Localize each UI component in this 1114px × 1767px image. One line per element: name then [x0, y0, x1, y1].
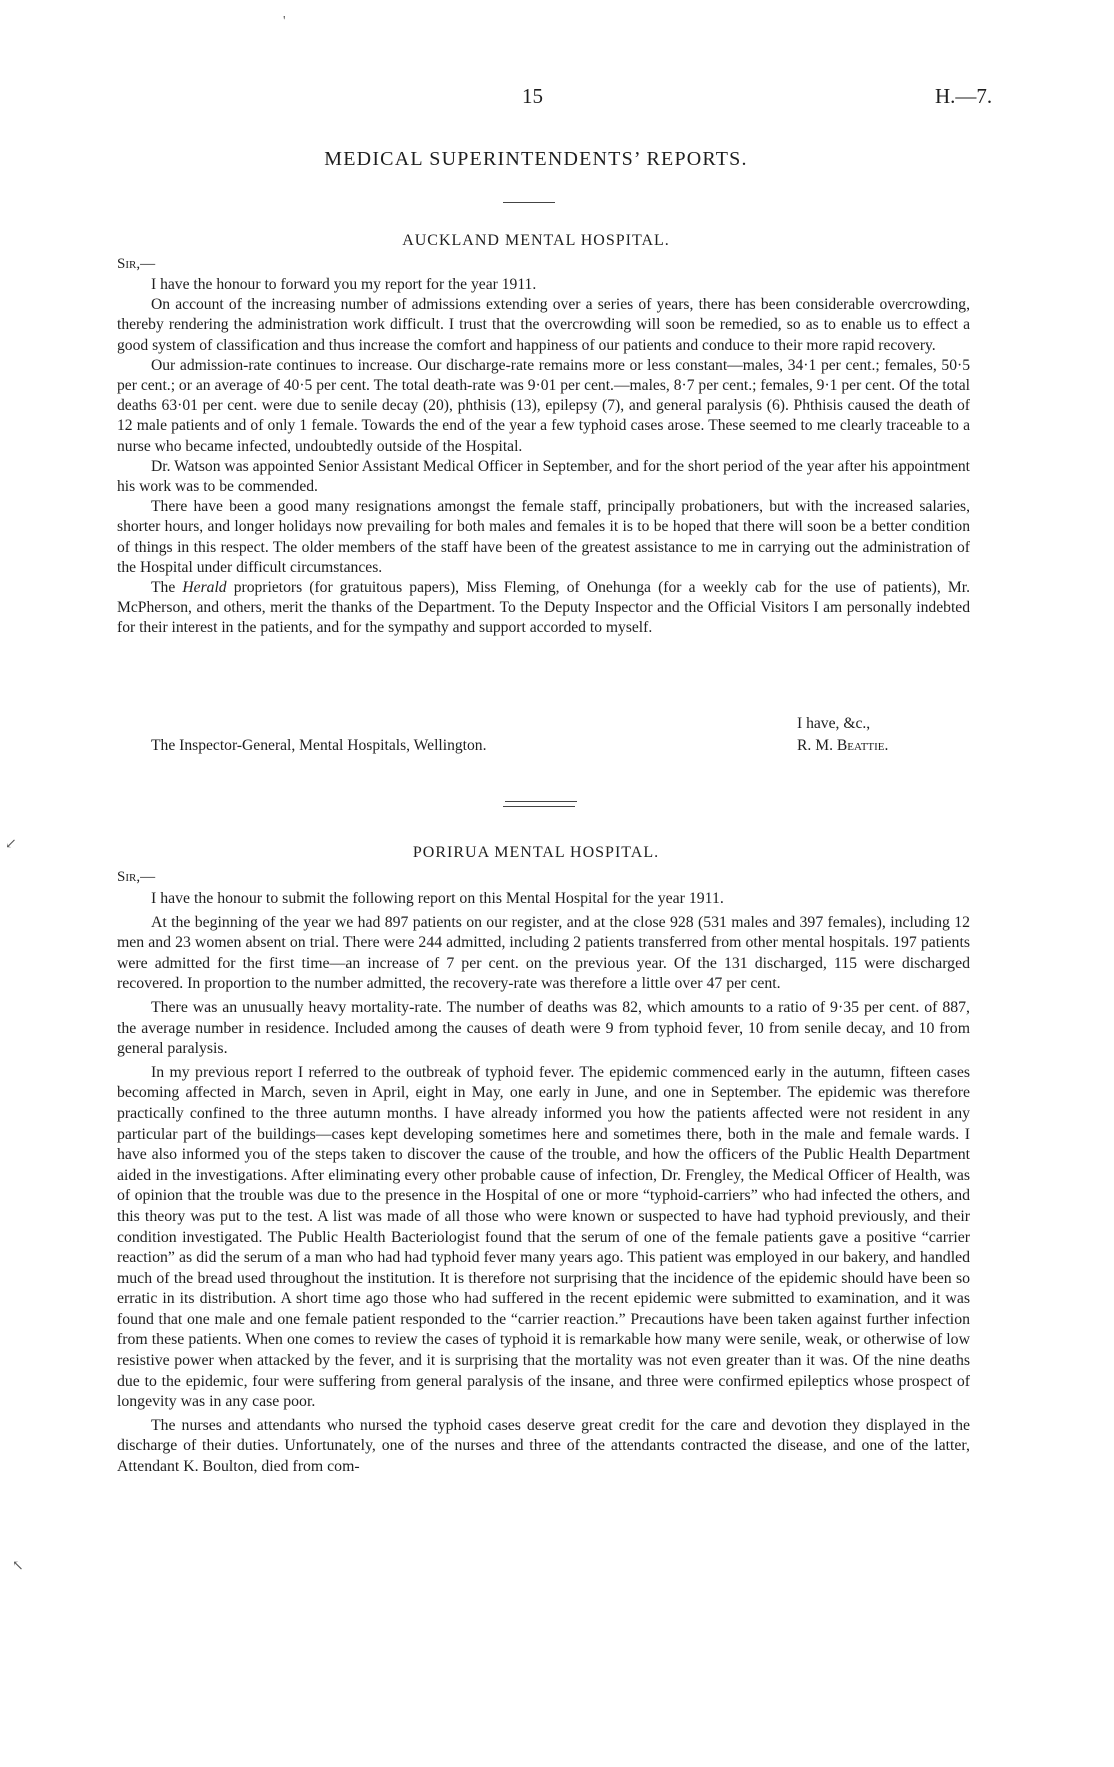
section-divider [503, 806, 575, 807]
porirua-paragraph: The nurses and attendants who nursed the typhoid cases deserve great credit for the care and devotion they displayed in the discharge of their duties. Unfortunately, one of the nurses and three of the attendants contracted the disease, and one of the latter, Attendant K. Boulton, died from com- [117, 1416, 970, 1476]
porirua-heading: PORIRUA MENTAL HOSPITAL. [412, 844, 660, 861]
auckland-report-body [117, 275, 970, 639]
auckland-paragraph: On account of the increasing number of admissions extending over a series of years, there has been considerable overcrowding, thereby rendering the administration work difficult. I trust that the overcrowding will soon be remedied, so as to enable us to effect a good system of classification and thus increase the comfort and happiness of our patients and conduce to their more rapid recovery. [117, 296, 970, 354]
addressee: The Inspector-General, Mental Hospitals, Wellington. [151, 737, 487, 754]
auckland-paragraph-last [117, 578, 970, 639]
scan-speck: ↙ [5, 837, 17, 852]
herald-italic: Herald [182, 579, 227, 597]
porirua-paragraph: I have the honour to submit the following report on this Mental Hospital for the year 1911. [151, 890, 724, 907]
auckland-paragraph: Dr. Watson was appointed Senior Assistant Medical Officer in September, and for the short period of the year after his appointment his work was to be commended. [117, 457, 970, 496]
porirua-salutation: Sir,— [117, 869, 156, 885]
scan-speck: ↖ [12, 1559, 24, 1574]
page-title: MEDICAL SUPERINTENDENTS’ REPORTS. [324, 148, 748, 170]
porirua-paragraph: There was an unusually heavy mortality-rate. The number of deaths was 82, which amounts to a ratio of 9·35 per cent. of 887, the average number in residence. Included among the causes of death were 9 from typhoid fever, 10 from senile decay, and 10 from general paralysis. [117, 998, 970, 1058]
auckland-heading: AUCKLAND MENTAL HOSPITAL. [402, 232, 670, 249]
document-code: H.—7. [935, 84, 993, 108]
porirua-paragraph: In my previous report I referred to the outbreak of typhoid fever. The epidemic commenced early in the autumn, fifteen cases becoming affected in March, seven in April, eight in May, one early in June, and one in September. The epidemic was therefore practically confined to the three autumn months. I have already informed you how the patients affected were not resident in any particular part of the buildings—cases kept developing sometimes here and sometimes there, both in the male and female wards. I have also informed you of the steps taken to discover the cause of the trouble, and how the officers of the Public Health Department aided in the investigations. After eliminating every other probable cause of infection, Dr. Frengley, the Medical Officer of Health, was of opinion that the trouble was due to the presence in the Hospital of one or more “typhoid-carriers” who had infected the others, and this theory was put to the test. A list was made of all those who were known or suspected to have had typhoid previously, and their condition investigated. The Public Health Bacteriologist found that the serum of one of the female patients gave a positive “carrier reaction” as did the serum of a man who had had typhoid fever many years ago. This patient was employed in our bakery, and handled much of the bread used throughout the institution. It is therefore not surprising that the incidence of the epidemic should have been so erratic in its distribution. A short time ago those who had suffered in the recent epidemic were submitted to examination, and it was found that one male and one female patient responded to the “carrier reaction.” Precautions have been taken against further infection from these patients. When one comes to review the cases of typhoid it is remarkable how many were senile, weak, or otherwise of low resistive power when attacked by the fever, and it is surprising that the mortality was not even greater than it was. Of the nine deaths due to the epidemic, four were suffering from general paralysis of the insane, and three were confirmed epileptics whose prospect of longevity was in any case poor. [117, 1063, 970, 1411]
section-divider [505, 801, 577, 802]
scan-speck: ' [283, 14, 286, 29]
closing-line: I have, &c., [797, 715, 871, 732]
porirua-paragraph: At the beginning of the year we had 897 patients on our register, and at the close 928 (531 males and 397 females), including 12 men and 23 women absent on trial. There were 244 admitted, including 2 patients transferred from other mental hospitals. 197 patients were admitted for the first time—an increase of 7 per cent. on the previous year. Of the 131 discharged, 115 were discharged recovered. In proportion to the number admitted, the recovery-rate was therefore a little over 47 per cent. [117, 913, 970, 993]
text-run: proprietors (for gratuitous papers), Miss Fleming, of Onehunga (for a weekly cab for the use of patients), Mr. McPherson, and others, merit the thanks of the Department. To the Deputy Inspector and the Official Visitors I am personally indebted for their interest in the patients, and for the sympathy and support accorded to myself. [117, 579, 970, 637]
auckland-paragraph: There have been a good many resignations amongst the female staff, principally probationers, but with the increased salaries, shorter hours, and longer holidays now prevailing for both males and females it is to be hoped that there will soon be a better condition of things in this respect. The older members of the staff have been of the greatest assistance to me in carrying out the administration of the Hospital under difficult circumstances. [117, 498, 970, 576]
signature: R. M. Beattie. [797, 737, 889, 754]
porirua-report-body [117, 889, 970, 1478]
auckland-salutation: Sir,— [117, 256, 156, 272]
auckland-paragraph: I have the honour to forward you my report for the year 1911. [151, 276, 537, 293]
page-number: 15 [522, 84, 543, 108]
auckland-paragraph: Our admission-rate continues to increase. Our discharge-rate remains more or less constant—males, 34·1 per cent.; females, 50·5 per cent.; or an average of 40·5 per cent. The total death-rate was 9·01 per cent.—males, 8·7 per cent.; females, 9·1 per cent. Of the total deaths 63·01 per cent. were due to senile decay (20), phthisis (13), epilepsy (7), and general paralysis (6). Phthisis caused the death of 12 male patients and of only 1 female. Towards the end of the year a few typhoid cases arose. These seemed to me clearly traceable to a nurse who became infected, undoubtedly outside of the Hospital. [117, 356, 970, 455]
text-run: The [151, 579, 183, 597]
title-divider [503, 202, 555, 203]
